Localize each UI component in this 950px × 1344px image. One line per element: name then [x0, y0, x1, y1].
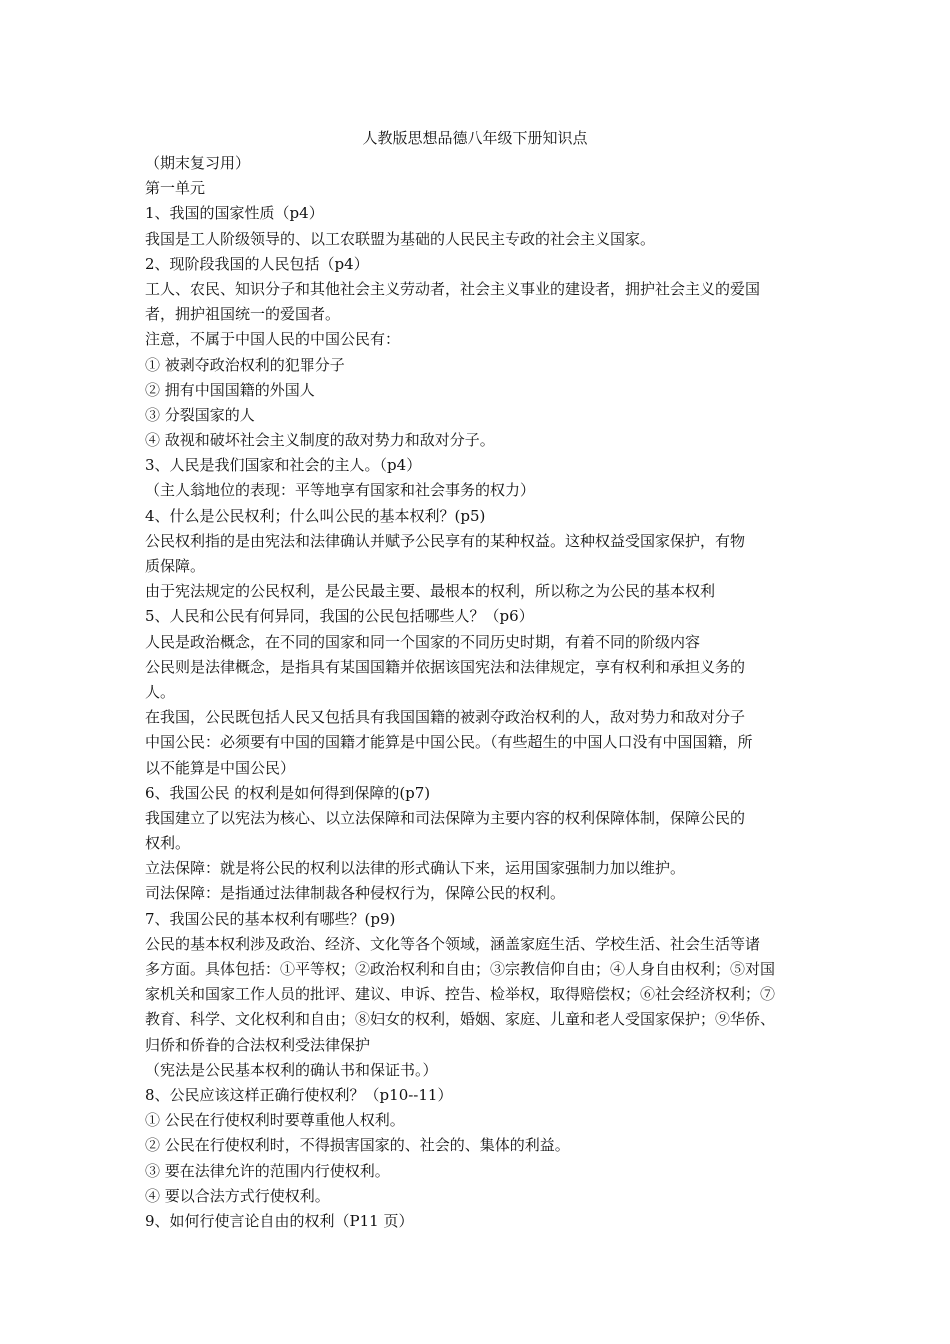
text-line: 多方面。具体包括：①平等权；②政治权利和自由；③宗教信仰自由；④人身自由权利；⑤对国 [145, 960, 776, 978]
text-line: 公民则是法律概念，是指具有某国国籍并依据该国宪法和法律规定，享有权利和承担义务的 [145, 657, 746, 676]
question-heading: 6、我国公民 的权利是如何得到保障的(p7) [145, 783, 431, 802]
text-line: （宪法是公民基本权利的确认书和保证书。） [145, 1060, 438, 1079]
text-line: 质保障。 [145, 557, 206, 575]
list-item: ② 拥有中国国籍的外国人 [145, 380, 315, 399]
list-item: ③ 分裂国家的人 [145, 405, 255, 424]
text-line: 司法保障：是指通过法律制裁各种侵权行为，保障公民的权利。 [145, 884, 566, 903]
text-line: 工人、农民、知识分子和其他社会主义劳动者，社会主义事业的建设者，拥护社会主义的爱国 [145, 279, 761, 298]
text-line: （期末复习用） [145, 154, 251, 172]
list-item: ④ 敌视和破坏社会主义制度的敌对势力和敌对分子。 [145, 431, 495, 450]
text-line: 我国是工人阶级领导的、以工农联盟为基础的人民民主专政的社会主义国家。 [145, 229, 656, 248]
text-line: 注意，不属于中国人民的中国公民有： [145, 330, 401, 349]
document-body [145, 151, 810, 1234]
question-heading: 8、公民应该这样正确行使权利？（p10--11） [145, 1085, 453, 1104]
list-item: ① 被剥夺政治权利的犯罪分子 [145, 355, 345, 374]
section-heading: 第一单元 [145, 179, 206, 198]
text-line: 我国建立了以宪法为核心、以立法保障和司法保障为主要内容的权利保障体制，保障公民的 [145, 808, 746, 827]
question-heading: 5、人民和公民有何异同，我国的公民包括哪些人？（p6） [145, 607, 534, 626]
document-title: 人教版思想品德八年级下册知识点 [362, 129, 588, 147]
text-line: （主人翁地位的表现：平等地享有国家和社会事务的权力） [145, 481, 536, 500]
list-item: ② 公民在行使权利时，不得损害国家的、社会的、集体的利益。 [145, 1136, 570, 1155]
question-heading: 1、我国的国家性质（p4） [145, 204, 324, 223]
question-heading: 7、我国公民的基本权利有哪些？(p9) [145, 909, 396, 928]
list-item: ④ 要以合法方式行使权利。 [145, 1186, 330, 1205]
text-line: 在我国，公民既包括人民又包括具有我国国籍的被剥夺政治权利的人，敌对势力和敌对分子 [145, 708, 746, 727]
text-line: 中国公民：必须要有中国的国籍才能算是中国公民。（有些超生的中国人口没有中国国籍，所 [145, 733, 753, 752]
text-line: 教育、科学、文化权利和自由；⑧妇女的权利，婚姻、家庭、儿童和老人受国家保护；⑨华侨、 [145, 1010, 776, 1029]
question-heading: 9、如何行使言论自由的权利（P11 页） [145, 1211, 414, 1230]
text-line: 立法保障：就是将公民的权利以法律的形式确认下来，运用国家强制力加以维护。 [145, 859, 686, 878]
text-line: 人民是政治概念，在不同的国家和同一个国家的不同历史时期，有着不同的阶级内容 [145, 632, 701, 651]
list-item: ① 公民在行使权利时要尊重他人权利。 [145, 1111, 405, 1130]
question-heading: 2、现阶段我国的人民包括（p4） [145, 254, 369, 273]
text-line: 权利。 [145, 834, 191, 853]
text-line: 由于宪法规定的公民权利，是公民最主要、最根本的权利，所以称之为公民的基本权利 [145, 582, 716, 601]
text-line: 者，拥护祖国统一的爱国者。 [145, 305, 341, 324]
text-line: 公民权利指的是由宪法和法律确认并赋予公民享有的某种权益。这种权益受国家保护，有物 [145, 531, 746, 550]
text-line: 以不能算是中国公民） [145, 758, 296, 777]
question-heading: 3、人民是我们国家和社会的主人。（p4） [145, 456, 422, 475]
text-line: 人。 [145, 682, 176, 701]
list-item: ③ 要在法律允许的范围内行使权利。 [145, 1161, 390, 1180]
text-line: 公民的基本权利涉及政治、经济、文化等各个领域，涵盖家庭生活、学校生活、社会生活等诸 [145, 934, 761, 953]
question-heading: 4、什么是公民权利；什么叫公民的基本权利？(p5) [145, 506, 486, 525]
text-line: 家机关和国家工作人员的批评、建议、申诉、控告、检举权，取得赔偿权；⑥社会经济权利；⑦ [145, 985, 776, 1004]
text-line: 归侨和侨眷的合法权利受法律保护 [145, 1035, 371, 1054]
